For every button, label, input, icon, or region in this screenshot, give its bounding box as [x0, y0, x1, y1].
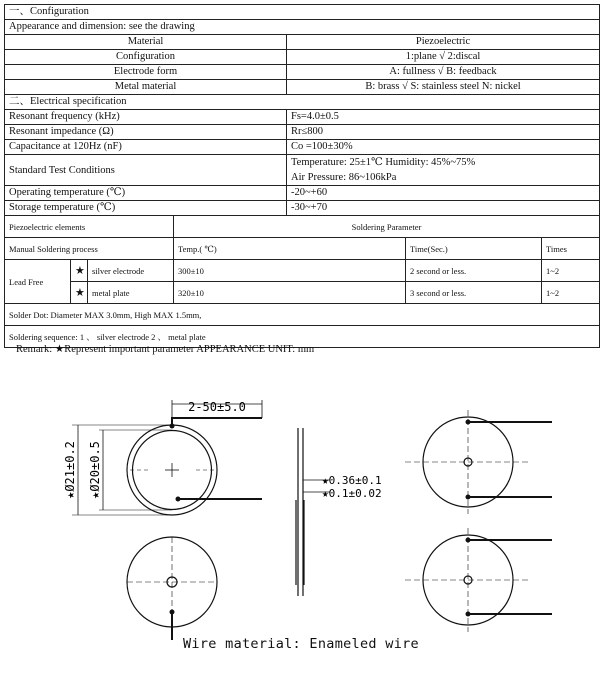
disc-wired-bottom — [405, 528, 552, 632]
solder-dot — [466, 612, 471, 617]
solder-sequence-note: Soldering sequence: 1 、 silver electrode 2 、 metal plate — [5, 326, 600, 348]
electrical-section-title: 二、Electrical specification — [5, 95, 600, 110]
storage-temp-label: Storage temperature (℃) — [5, 201, 287, 216]
std-test-label: Standard Test Conditions — [5, 155, 287, 186]
storage-temp-value: -30~+70 — [287, 201, 600, 216]
std-test-value — [287, 155, 600, 186]
dim-ceramic-thickness: ★0.1±0.02 — [322, 487, 382, 500]
solder-dot — [170, 610, 175, 615]
operating-temp-label: Operating temperature (℃) — [5, 186, 287, 201]
lead-free-label: Lead Free — [5, 260, 71, 304]
std-test-line1: Temperature: 25±1℃ Humidity: 45%~75% — [291, 157, 476, 168]
manual-soldering-label: Manual Soldering process — [5, 238, 174, 260]
solder-dot — [466, 538, 471, 543]
solder-times-metal: 1~2 — [542, 282, 600, 304]
spec-table — [4, 4, 600, 348]
solder-item-silver: silver electrode — [88, 260, 174, 282]
solder-time-metal: 3 second or less. — [406, 282, 542, 304]
dim-inner-diameter: ★Ø20±0.5 — [88, 441, 102, 499]
config-section-title: 一、Configuration — [5, 5, 600, 20]
configuration-label: Configuration — [5, 50, 287, 65]
appearance-note: Appearance and dimension: see the drawing — [5, 20, 600, 35]
col-times: Times — [542, 238, 600, 260]
resonant-impedance-value: Rr≤800 — [287, 125, 600, 140]
solder-time-silver: 2 second or less. — [406, 260, 542, 282]
wire-material-note: Wire material: Enameled wire — [183, 636, 419, 652]
solder-dot-note: Solder Dot: Diameter MAX 3.0mm, High MAX 1.5mm, — [5, 304, 600, 326]
disc-back-view — [127, 537, 217, 640]
col-time: Time(Sec.) — [406, 238, 542, 260]
capacitance-label: Capacitance at 120Hz (nF) — [5, 140, 287, 155]
solder-temp-silver: 300±10 — [174, 260, 406, 282]
configuration-value: 1:plane √ 2:discal — [287, 50, 600, 65]
dim-total-thickness: ★0.36±0.1 — [322, 474, 382, 487]
metal-material-label: Metal material — [5, 80, 287, 95]
mechanical-drawing — [0, 380, 602, 677]
operating-temp-value: -20~+60 — [287, 186, 600, 201]
solder-item-metal: metal plate — [88, 282, 174, 304]
solder-dot — [466, 495, 471, 500]
solder-times-silver: 1~2 — [542, 260, 600, 282]
dim-wire-length: 2-50±5.0 — [188, 400, 246, 414]
star-icon: ★ — [71, 260, 88, 282]
star-icon: ★ — [71, 282, 88, 304]
std-test-line2: Air Pressure: 86~106kPa — [291, 172, 397, 183]
electrode-form-label: Electrode form — [5, 65, 287, 80]
solder-dot — [170, 424, 175, 429]
solder-dot — [176, 497, 181, 502]
resonant-frequency-value: Fs=4.0±0.5 — [287, 110, 600, 125]
disc-wired-top — [405, 410, 552, 514]
remark-line: Remark: ★Represent important parameter APPEARANCE UNIT: mm — [16, 344, 315, 355]
piezo-elements-label: Piezoelectric elements — [5, 216, 174, 238]
disc-side-view — [296, 428, 330, 596]
soldering-param-label: Soldering Parameter — [174, 216, 600, 238]
material-value: Piezoelectric — [287, 35, 600, 50]
col-temp: Temp.( ℃) — [174, 238, 406, 260]
metal-material-value: B: brass √ S: stainless steel N: nickel — [287, 80, 600, 95]
capacitance-value: Co =100±30% — [287, 140, 600, 155]
resonant-impedance-label: Resonant impedance (Ω) — [5, 125, 287, 140]
solder-dot — [466, 420, 471, 425]
disc-front-view — [127, 418, 262, 515]
solder-temp-metal: 320±10 — [174, 282, 406, 304]
resonant-frequency-label: Resonant frequency (kHz) — [5, 110, 287, 125]
material-label: Material — [5, 35, 287, 50]
electrode-form-value: A: fullness √ B: feedback — [287, 65, 600, 80]
dim-outer-diameter: ★Ø21±0.2 — [63, 441, 77, 499]
